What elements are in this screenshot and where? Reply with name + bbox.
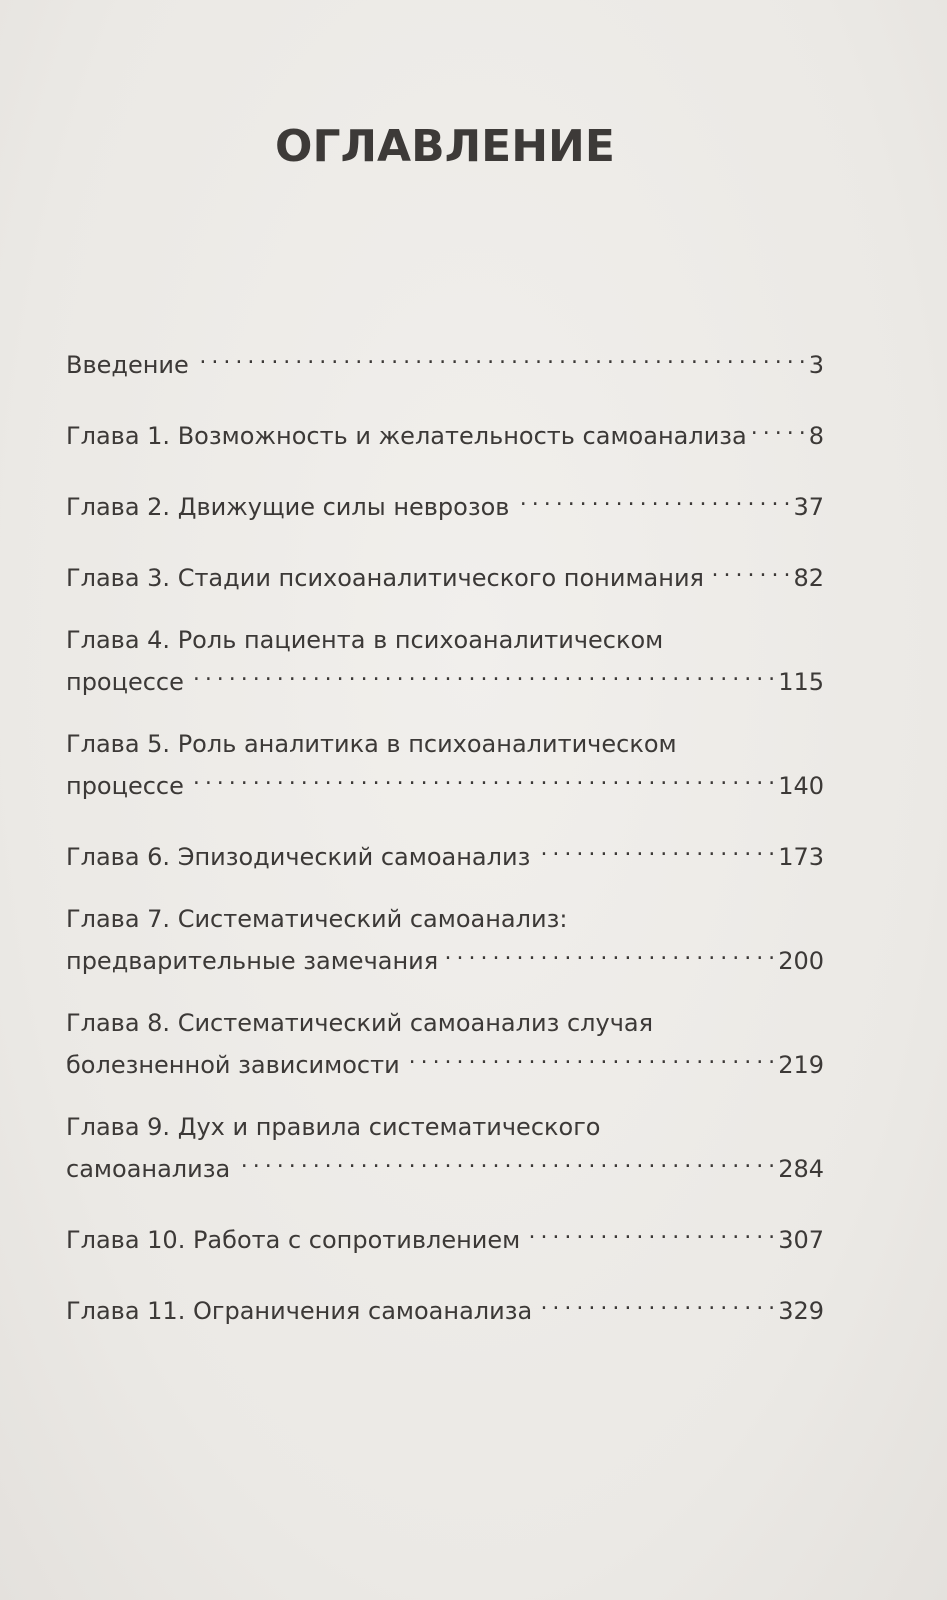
toc-entry-chapter-1 [66,411,824,453]
dot-leader [708,553,789,586]
table-of-contents [66,340,824,1357]
toc-entry-title-line1: Глава 8. Систематический самоанализ случая [66,1009,654,1037]
toc-entry-page: 82 [793,564,824,592]
toc-entry-chapter-9 [66,1111,824,1186]
toc-entry-title-line1: Глава 9. Дух и правила систематического [66,1113,601,1141]
toc-entry-chapter-11 [66,1286,824,1328]
toc-entry-chapter-4 [66,624,824,699]
toc-entry-page: 284 [778,1155,824,1183]
toc-entry-title: Глава 2. Движущие силы неврозов [66,493,510,521]
toc-entry-chapter-5 [66,728,824,803]
toc-entry-chapter-10 [66,1215,824,1257]
toc-entry-title-line1: Глава 7. Систематический самоанализ: [66,905,568,933]
dot-leader [751,411,805,444]
toc-entry-chapter-3 [66,553,824,595]
dot-leader [188,761,774,794]
dot-leader [193,340,805,373]
toc-entry-chapter-7 [66,903,824,978]
dot-leader [524,1215,774,1248]
dot-leader [234,1144,774,1177]
dot-leader [442,936,774,969]
toc-entry-title: Глава 6. Эпизодический самоанализ [66,843,531,871]
dot-leader [404,1040,775,1073]
toc-entry-title: процессе [66,772,184,800]
toc-entry-page: 307 [778,1226,824,1254]
toc-entry-title-line1: Глава 5. Роль аналитика в психоаналитическом [66,730,677,758]
toc-entry-chapter-8 [66,1007,824,1082]
toc-entry-page: 3 [808,351,824,379]
toc-entry-title: Глава 10. Работа с сопротивлением [66,1226,521,1254]
toc-entry-title: Глава 11. Ограничения самоанализа [66,1297,533,1325]
toc-entry-page: 200 [778,947,824,975]
toc-entry-page: 173 [778,843,824,871]
toc-entry-title-line1: Глава 4. Роль пациента в психоаналитическом [66,626,664,654]
toc-entry-chapter-6 [66,832,824,874]
toc-entry-page: 37 [793,493,824,521]
toc-entry-page: 329 [778,1297,824,1325]
page-title: ОГЛАВЛЕНИЕ [275,121,615,173]
toc-entry-page: 219 [778,1051,824,1079]
dot-leader [188,657,774,690]
toc-entry-chapter-2 [66,482,824,524]
toc-entry-title: Глава 3. Стадии психоаналитического понимания [66,564,704,592]
toc-entry-title: процессе [66,668,184,696]
toc-entry-page: 115 [778,668,824,696]
dot-leader [534,832,774,865]
toc-entry-title: Введение [66,351,189,379]
toc-entry-title: предварительные замечания [66,947,439,975]
toc-entry-title: Глава 1. Возможность и желательность самоанализа [66,422,747,450]
toc-entry-title: болезненной зависимости [66,1051,400,1079]
dot-leader [513,482,789,515]
toc-entry-title: самоанализа [66,1155,231,1183]
toc-entry-page: 8 [808,422,824,450]
toc-entry-intro [66,340,824,382]
toc-entry-page: 140 [778,772,824,800]
dot-leader [536,1286,774,1319]
